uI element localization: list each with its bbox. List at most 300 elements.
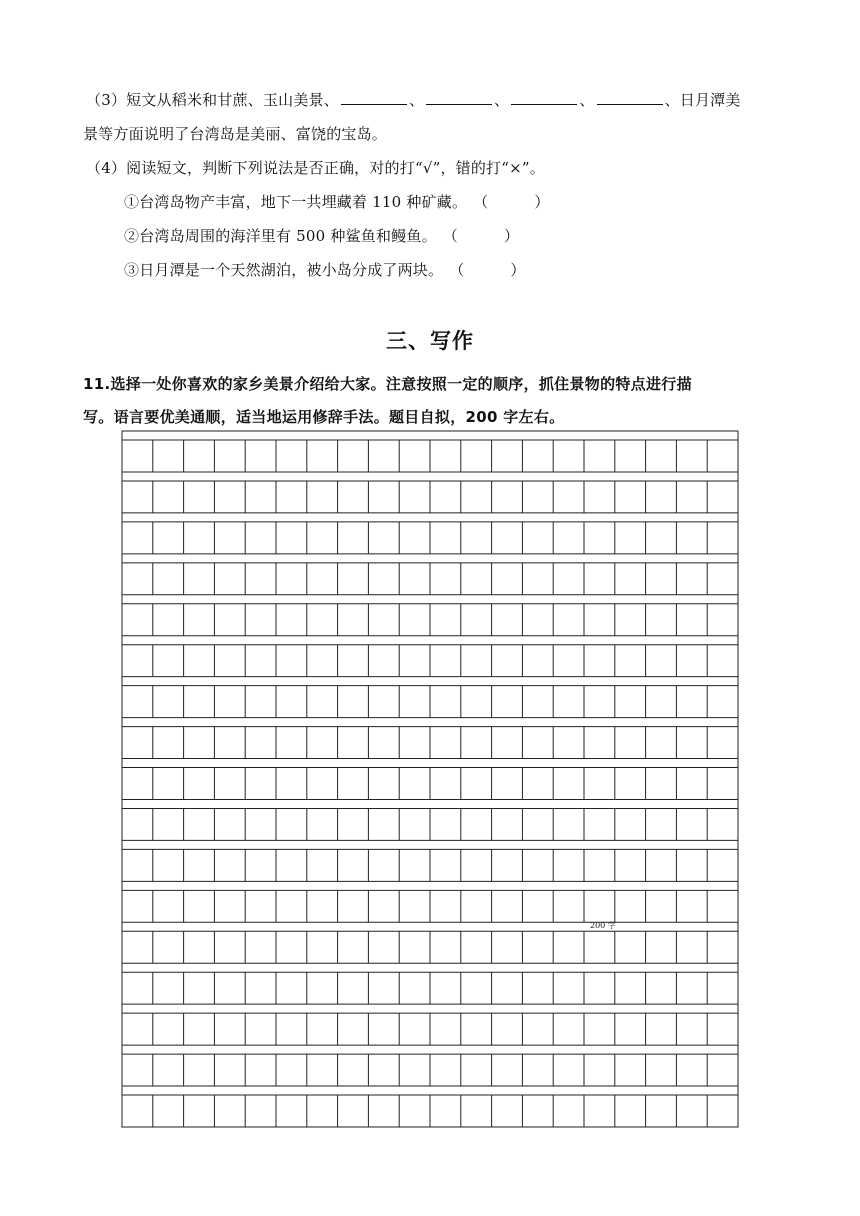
grid-cell[interactable] <box>646 604 677 636</box>
grid-cell[interactable] <box>368 1013 399 1045</box>
grid-cell[interactable] <box>584 440 615 472</box>
grid-cell[interactable] <box>153 768 184 800</box>
grid-cell[interactable] <box>615 563 646 595</box>
grid-cell[interactable] <box>492 768 523 800</box>
grid-cell[interactable] <box>646 849 677 881</box>
grid-cell[interactable] <box>122 1013 153 1045</box>
grid-cell[interactable] <box>615 645 646 677</box>
grid-cell[interactable] <box>338 768 369 800</box>
grid-cell[interactable] <box>307 972 338 1004</box>
grid-cell[interactable] <box>399 1095 430 1127</box>
grid-cell[interactable] <box>615 440 646 472</box>
grid-cell[interactable] <box>399 972 430 1004</box>
grid-cell[interactable] <box>553 727 584 759</box>
grid-cell[interactable] <box>676 890 707 922</box>
grid-cell[interactable] <box>276 931 307 963</box>
grid-cell[interactable] <box>122 645 153 677</box>
grid-cell[interactable] <box>522 849 553 881</box>
grid-cell[interactable] <box>646 972 677 1004</box>
grid-cell[interactable] <box>214 727 245 759</box>
grid-cell[interactable] <box>615 768 646 800</box>
grid-cell[interactable] <box>307 890 338 922</box>
grid-cell[interactable] <box>492 890 523 922</box>
grid-cell[interactable] <box>184 645 215 677</box>
grid-cell[interactable] <box>245 686 276 718</box>
grid-cell[interactable] <box>615 849 646 881</box>
grid-cell[interactable] <box>368 522 399 554</box>
grid-cell[interactable] <box>276 686 307 718</box>
grid-cell[interactable] <box>707 890 738 922</box>
grid-cell[interactable] <box>522 645 553 677</box>
grid-cell[interactable] <box>245 931 276 963</box>
grid-cell[interactable] <box>522 522 553 554</box>
grid-cell[interactable] <box>184 686 215 718</box>
grid-cell[interactable] <box>430 522 461 554</box>
grid-cell[interactable] <box>276 563 307 595</box>
grid-cell[interactable] <box>276 849 307 881</box>
grid-cell[interactable] <box>399 768 430 800</box>
grid-cell[interactable] <box>430 563 461 595</box>
grid-cell[interactable] <box>522 440 553 472</box>
grid-cell[interactable] <box>553 1054 584 1086</box>
grid-cell[interactable] <box>368 645 399 677</box>
grid-cell[interactable] <box>307 645 338 677</box>
grid-cell[interactable] <box>276 972 307 1004</box>
grid-cell[interactable] <box>430 1013 461 1045</box>
grid-cell[interactable] <box>153 972 184 1004</box>
grid-cell[interactable] <box>338 849 369 881</box>
grid-cell[interactable] <box>338 1095 369 1127</box>
grid-cell[interactable] <box>492 645 523 677</box>
grid-cell[interactable] <box>492 440 523 472</box>
grid-cell[interactable] <box>430 1054 461 1086</box>
grid-cell[interactable] <box>492 1054 523 1086</box>
grid-cell[interactable] <box>676 972 707 1004</box>
grid-cell[interactable] <box>184 604 215 636</box>
grid-cell[interactable] <box>430 686 461 718</box>
grid-cell[interactable] <box>122 972 153 1004</box>
grid-cell[interactable] <box>584 849 615 881</box>
grid-cell[interactable] <box>553 890 584 922</box>
grid-cell[interactable] <box>430 849 461 881</box>
grid-cell[interactable] <box>646 686 677 718</box>
grid-cell[interactable] <box>214 808 245 840</box>
grid-cell[interactable] <box>676 849 707 881</box>
grid-cell[interactable] <box>153 849 184 881</box>
grid-cell[interactable] <box>184 1054 215 1086</box>
grid-cell[interactable] <box>461 972 492 1004</box>
grid-cell[interactable] <box>492 522 523 554</box>
grid-cell[interactable] <box>153 686 184 718</box>
grid-cell[interactable] <box>492 1095 523 1127</box>
grid-cell[interactable] <box>214 645 245 677</box>
grid-cell[interactable] <box>184 481 215 513</box>
grid-cell[interactable] <box>338 440 369 472</box>
grid-cell[interactable] <box>245 1013 276 1045</box>
grid-cell[interactable] <box>338 686 369 718</box>
grid-cell[interactable] <box>245 522 276 554</box>
grid-cell[interactable] <box>276 1054 307 1086</box>
grid-cell[interactable] <box>184 522 215 554</box>
grid-cell[interactable] <box>522 972 553 1004</box>
grid-cell[interactable] <box>153 808 184 840</box>
grid-cell[interactable] <box>584 645 615 677</box>
grid-cell[interactable] <box>307 849 338 881</box>
grid-cell[interactable] <box>584 808 615 840</box>
grid-cell[interactable] <box>646 931 677 963</box>
grid-cell[interactable] <box>707 440 738 472</box>
grid-cell[interactable] <box>646 808 677 840</box>
grid-cell[interactable] <box>522 686 553 718</box>
grid-cell[interactable] <box>676 1054 707 1086</box>
grid-cell[interactable] <box>307 604 338 636</box>
grid-cell[interactable] <box>676 808 707 840</box>
grid-cell[interactable] <box>461 768 492 800</box>
grid-cell[interactable] <box>276 727 307 759</box>
grid-cell[interactable] <box>276 440 307 472</box>
grid-cell[interactable] <box>522 768 553 800</box>
grid-cell[interactable] <box>430 972 461 1004</box>
grid-cell[interactable] <box>492 727 523 759</box>
grid-cell[interactable] <box>461 440 492 472</box>
grid-cell[interactable] <box>399 604 430 636</box>
grid-cell[interactable] <box>122 604 153 636</box>
grid-cell[interactable] <box>368 1054 399 1086</box>
grid-cell[interactable] <box>307 931 338 963</box>
grid-cell[interactable] <box>522 604 553 636</box>
grid-cell[interactable] <box>646 645 677 677</box>
grid-cell[interactable] <box>430 481 461 513</box>
grid-cell[interactable] <box>461 1054 492 1086</box>
grid-cell[interactable] <box>584 522 615 554</box>
grid-cell[interactable] <box>307 481 338 513</box>
grid-cell[interactable] <box>584 972 615 1004</box>
grid-cell[interactable] <box>245 808 276 840</box>
grid-cell[interactable] <box>307 768 338 800</box>
grid-cell[interactable] <box>615 972 646 1004</box>
grid-cell[interactable] <box>615 931 646 963</box>
grid-cell[interactable] <box>122 1095 153 1127</box>
grid-cell[interactable] <box>245 563 276 595</box>
grid-cell[interactable] <box>276 481 307 513</box>
grid-cell[interactable] <box>461 645 492 677</box>
grid-cell[interactable] <box>368 890 399 922</box>
grid-cell[interactable] <box>461 727 492 759</box>
grid-cell[interactable] <box>676 604 707 636</box>
grid-cell[interactable] <box>153 440 184 472</box>
grid-cell[interactable] <box>461 890 492 922</box>
grid-cell[interactable] <box>676 522 707 554</box>
grid-cell[interactable] <box>553 522 584 554</box>
grid-cell[interactable] <box>307 563 338 595</box>
grid-cell[interactable] <box>615 727 646 759</box>
grid-cell[interactable] <box>122 768 153 800</box>
grid-cell[interactable] <box>122 563 153 595</box>
grid-cell[interactable] <box>399 808 430 840</box>
grid-cell[interactable] <box>214 931 245 963</box>
grid-cell[interactable] <box>368 808 399 840</box>
grid-cell[interactable] <box>430 768 461 800</box>
grid-cell[interactable] <box>615 1095 646 1127</box>
grid-cell[interactable] <box>214 686 245 718</box>
grid-cell[interactable] <box>707 481 738 513</box>
grid-cell[interactable] <box>368 604 399 636</box>
grid-cell[interactable] <box>214 972 245 1004</box>
grid-cell[interactable] <box>153 1054 184 1086</box>
grid-cell[interactable] <box>676 931 707 963</box>
grid-cell[interactable] <box>153 563 184 595</box>
grid-cell[interactable] <box>368 481 399 513</box>
grid-cell[interactable] <box>338 972 369 1004</box>
grid-cell[interactable] <box>368 972 399 1004</box>
grid-cell[interactable] <box>214 849 245 881</box>
grid-cell[interactable] <box>338 1054 369 1086</box>
grid-cell[interactable] <box>707 604 738 636</box>
grid-cell[interactable] <box>122 522 153 554</box>
grid-cell[interactable] <box>707 645 738 677</box>
grid-cell[interactable] <box>615 686 646 718</box>
grid-cell[interactable] <box>338 1013 369 1045</box>
grid-cell[interactable] <box>553 686 584 718</box>
grid-cell[interactable] <box>676 727 707 759</box>
grid-cell[interactable] <box>276 522 307 554</box>
grid-cell[interactable] <box>615 604 646 636</box>
grid-cell[interactable] <box>676 1013 707 1045</box>
grid-cell[interactable] <box>553 481 584 513</box>
grid-cell[interactable] <box>122 1054 153 1086</box>
grid-cell[interactable] <box>522 727 553 759</box>
grid-cell[interactable] <box>368 931 399 963</box>
grid-cell[interactable] <box>492 1013 523 1045</box>
grid-cell[interactable] <box>553 931 584 963</box>
grid-cell[interactable] <box>707 1054 738 1086</box>
grid-cell[interactable] <box>492 604 523 636</box>
grid-cell[interactable] <box>245 1054 276 1086</box>
grid-cell[interactable] <box>307 522 338 554</box>
grid-cell[interactable] <box>276 1095 307 1127</box>
grid-cell[interactable] <box>368 563 399 595</box>
grid-cell[interactable] <box>399 440 430 472</box>
grid-cell[interactable] <box>430 1095 461 1127</box>
grid-cell[interactable] <box>276 1013 307 1045</box>
grid-cell[interactable] <box>184 1013 215 1045</box>
grid-cell[interactable] <box>245 440 276 472</box>
grid-cell[interactable] <box>122 808 153 840</box>
grid-cell[interactable] <box>584 1013 615 1045</box>
grid-cell[interactable] <box>184 768 215 800</box>
grid-cell[interactable] <box>245 645 276 677</box>
grid-cell[interactable] <box>184 972 215 1004</box>
grid-cell[interactable] <box>338 481 369 513</box>
grid-cell[interactable] <box>399 931 430 963</box>
grid-cell[interactable] <box>245 849 276 881</box>
grid-cell[interactable] <box>461 1013 492 1045</box>
grid-cell[interactable] <box>307 440 338 472</box>
grid-cell[interactable] <box>553 1013 584 1045</box>
grid-cell[interactable] <box>522 481 553 513</box>
grid-cell[interactable] <box>707 849 738 881</box>
grid-cell[interactable] <box>492 686 523 718</box>
grid-cell[interactable] <box>707 686 738 718</box>
grid-cell[interactable] <box>214 1054 245 1086</box>
grid-cell[interactable] <box>461 686 492 718</box>
grid-cell[interactable] <box>676 440 707 472</box>
grid-cell[interactable] <box>707 1095 738 1127</box>
grid-cell[interactable] <box>153 931 184 963</box>
grid-cell[interactable] <box>307 1054 338 1086</box>
grid-cell[interactable] <box>430 604 461 636</box>
grid-cell[interactable] <box>522 931 553 963</box>
grid-cell[interactable] <box>338 727 369 759</box>
grid-cell[interactable] <box>368 1095 399 1127</box>
grid-cell[interactable] <box>553 972 584 1004</box>
grid-cell[interactable] <box>584 686 615 718</box>
grid-cell[interactable] <box>399 1054 430 1086</box>
grid-cell[interactable] <box>368 727 399 759</box>
grid-cell[interactable] <box>584 563 615 595</box>
grid-cell[interactable] <box>338 890 369 922</box>
grid-cell[interactable] <box>646 727 677 759</box>
grid-cell[interactable] <box>676 686 707 718</box>
grid-cell[interactable] <box>676 481 707 513</box>
grid-cell[interactable] <box>122 931 153 963</box>
grid-cell[interactable] <box>184 931 215 963</box>
grid-cell[interactable] <box>368 686 399 718</box>
grid-cell[interactable] <box>368 440 399 472</box>
grid-cell[interactable] <box>615 1013 646 1045</box>
grid-cell[interactable] <box>276 808 307 840</box>
grid-cell[interactable] <box>707 768 738 800</box>
grid-cell[interactable] <box>615 808 646 840</box>
grid-cell[interactable] <box>676 768 707 800</box>
grid-cell[interactable] <box>307 686 338 718</box>
grid-cell[interactable] <box>307 1013 338 1045</box>
grid-cell[interactable] <box>153 1095 184 1127</box>
grid-cell[interactable] <box>245 972 276 1004</box>
grid-cell[interactable] <box>399 563 430 595</box>
grid-cell[interactable] <box>430 890 461 922</box>
grid-cell[interactable] <box>338 931 369 963</box>
grid-cell[interactable] <box>522 1095 553 1127</box>
grid-cell[interactable] <box>584 604 615 636</box>
grid-cell[interactable] <box>122 890 153 922</box>
grid-cell[interactable] <box>707 727 738 759</box>
grid-cell[interactable] <box>122 481 153 513</box>
grid-cell[interactable] <box>399 686 430 718</box>
grid-cell[interactable] <box>399 522 430 554</box>
grid-cell[interactable] <box>153 890 184 922</box>
grid-cell[interactable] <box>245 890 276 922</box>
grid-cell[interactable] <box>214 563 245 595</box>
grid-cell[interactable] <box>615 890 646 922</box>
grid-cell[interactable] <box>584 1054 615 1086</box>
grid-cell[interactable] <box>553 808 584 840</box>
grid-cell[interactable] <box>430 440 461 472</box>
grid-cell[interactable] <box>707 931 738 963</box>
grid-cell[interactable] <box>276 890 307 922</box>
grid-cell[interactable] <box>307 1095 338 1127</box>
grid-cell[interactable] <box>122 849 153 881</box>
grid-cell[interactable] <box>584 1095 615 1127</box>
grid-cell[interactable] <box>461 1095 492 1127</box>
grid-cell[interactable] <box>430 645 461 677</box>
grid-cell[interactable] <box>553 849 584 881</box>
grid-cell[interactable] <box>522 563 553 595</box>
grid-cell[interactable] <box>492 563 523 595</box>
grid-cell[interactable] <box>707 972 738 1004</box>
grid-cell[interactable] <box>646 1054 677 1086</box>
grid-cell[interactable] <box>399 645 430 677</box>
grid-cell[interactable] <box>461 604 492 636</box>
grid-cell[interactable] <box>646 1095 677 1127</box>
grid-cell[interactable] <box>461 931 492 963</box>
grid-cell[interactable] <box>522 1013 553 1045</box>
grid-cell[interactable] <box>430 727 461 759</box>
grid-cell[interactable] <box>184 563 215 595</box>
grid-cell[interactable] <box>153 727 184 759</box>
grid-cell[interactable] <box>245 768 276 800</box>
grid-cell[interactable] <box>307 808 338 840</box>
grid-cell[interactable] <box>338 645 369 677</box>
grid-cell[interactable] <box>338 808 369 840</box>
grid-cell[interactable] <box>214 481 245 513</box>
grid-cell[interactable] <box>646 481 677 513</box>
grid-cell[interactable] <box>245 1095 276 1127</box>
grid-cell[interactable] <box>553 440 584 472</box>
grid-cell[interactable] <box>276 768 307 800</box>
grid-cell[interactable] <box>676 1095 707 1127</box>
grid-cell[interactable] <box>584 768 615 800</box>
judgement-answer-paren[interactable]: （ ） <box>473 193 550 211</box>
grid-cell[interactable] <box>553 645 584 677</box>
grid-cell[interactable] <box>184 1095 215 1127</box>
grid-cell[interactable] <box>184 890 215 922</box>
grid-cell[interactable] <box>676 645 707 677</box>
grid-cell[interactable] <box>184 440 215 472</box>
grid-cell[interactable] <box>707 522 738 554</box>
grid-cell[interactable] <box>214 1013 245 1045</box>
grid-cell[interactable] <box>338 522 369 554</box>
grid-cell[interactable] <box>461 522 492 554</box>
grid-cell[interactable] <box>214 890 245 922</box>
grid-cell[interactable] <box>153 604 184 636</box>
grid-cell[interactable] <box>492 481 523 513</box>
judgement-answer-paren[interactable]: （ ） <box>442 227 520 245</box>
grid-cell[interactable] <box>245 727 276 759</box>
grid-cell[interactable] <box>646 440 677 472</box>
grid-cell[interactable] <box>461 808 492 840</box>
grid-cell[interactable] <box>430 931 461 963</box>
grid-cell[interactable] <box>153 1013 184 1045</box>
grid-cell[interactable] <box>553 604 584 636</box>
grid-cell[interactable] <box>184 849 215 881</box>
grid-cell[interactable] <box>276 604 307 636</box>
grid-cell[interactable] <box>122 686 153 718</box>
grid-cell[interactable] <box>646 890 677 922</box>
grid-cell[interactable] <box>399 481 430 513</box>
grid-cell[interactable] <box>492 931 523 963</box>
grid-cell[interactable] <box>492 849 523 881</box>
grid-cell[interactable] <box>338 604 369 636</box>
grid-cell[interactable] <box>646 1013 677 1045</box>
grid-cell[interactable] <box>214 440 245 472</box>
grid-cell[interactable] <box>368 768 399 800</box>
grid-cell[interactable] <box>399 1013 430 1045</box>
grid-cell[interactable] <box>430 808 461 840</box>
grid-cell[interactable] <box>399 890 430 922</box>
grid-cell[interactable] <box>584 890 615 922</box>
grid-cell[interactable] <box>184 727 215 759</box>
